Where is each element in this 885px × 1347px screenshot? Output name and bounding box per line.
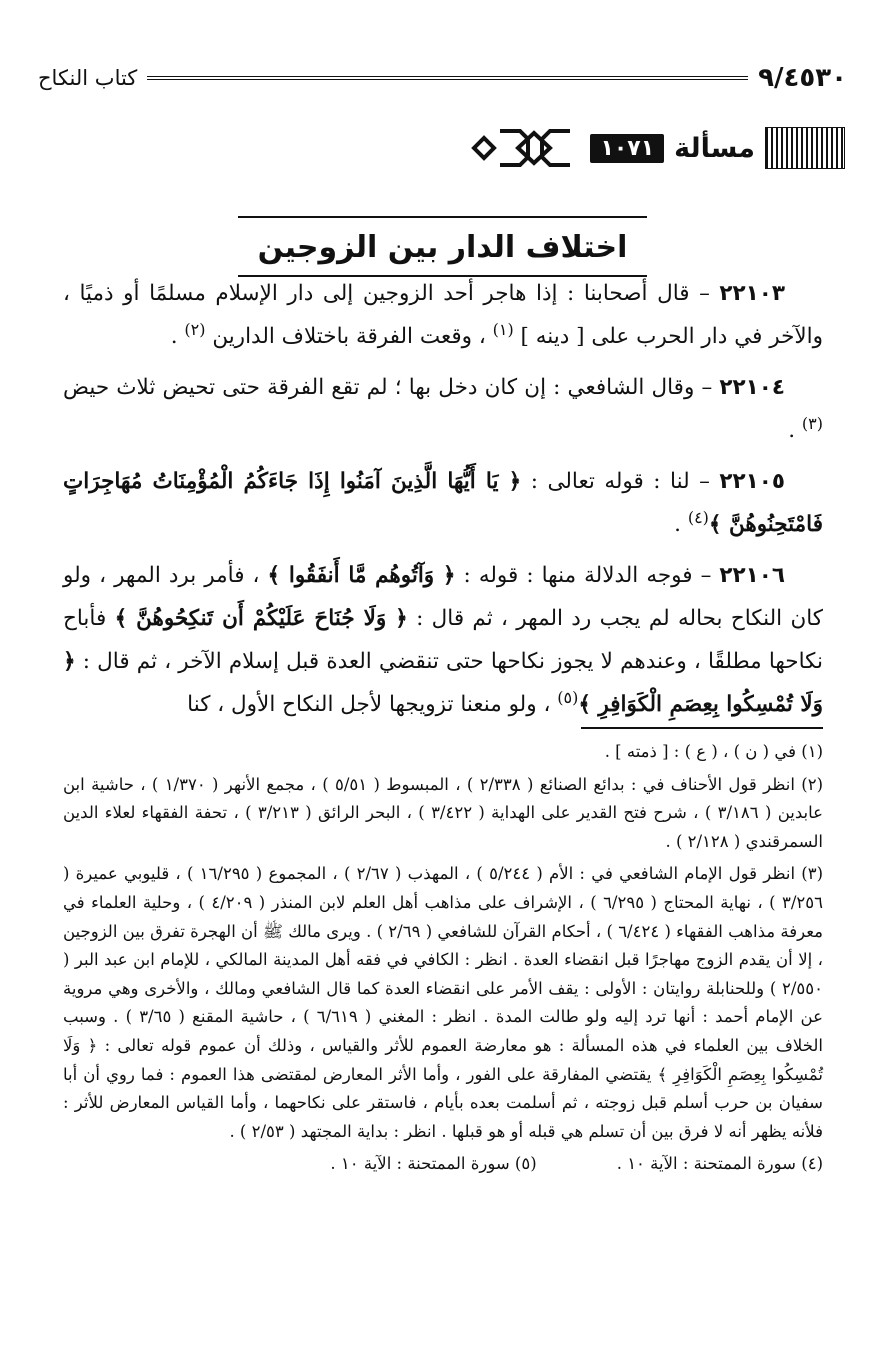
paragraph-text: – وقال الشافعي : إن كان دخل بها ؛ لم تقع الفرقة حتى تحيض ثلاث حيض	[63, 375, 720, 400]
paragraph-text: – لنا : قوله تعالى :	[521, 469, 720, 494]
chapter-title: اختلاف الدار بين الزوجين	[238, 216, 648, 277]
paragraph-number: ٢٢١٠٤	[719, 375, 785, 400]
footnote-marker: (٥)	[557, 687, 579, 707]
quran-verse: ﴿ يَا أَيُّهَا الَّذِينَ آمَنُوا إِذَا جَاءَكُمُ الْمُؤْمِنَاتُ مُهَاجِرَاتٍ فَامْتَحِنُوهُنَّ ﴾	[63, 469, 823, 537]
footnote-marker: (١)	[492, 319, 514, 339]
footnote-1: (١) في ( ن ) ، ( ع ) : [ ذمته ] .	[604, 742, 823, 761]
quran-verse: ﴿ وَآتُوهُم مَّا أَنفَقُوا ﴾	[267, 563, 456, 588]
footnote-3: (٣) انظر قول الإمام الشافعي في : الأم ( ٥/٢٤٤ ) ، المهذب ( ٢/٦٧ ) ، المجموع ( ١٦/٢٩٥ ) ، قليوبي عميرة ( ٣/٢٥٦ ) ، نهاية المحتاج ( ٦/٢٩٥ ) ، الإشراف على مذاهب أهل العلم لابن المنذر ( ٤/٢٠٩ ) ، وحلية العلماء في معرفة مذاهب الفقهاء ( ٦/٤٢٤ ) ، أحكام القرآن للشافعي ( ٢/٦٩ ) . ويرى مالك ﷺ أن الهجرة تفرق بين الزوجين ، إلا أن يقدم الزوج مهاجرًا قبل انقضاء العدة . انظر : الكافي في فقه أهل المدينة المالكي ، للإمام ابن عبد البر ( ٢/٥٥٠ ) وللحنابلة روايتان : الأولى : يقف الأمر على انقضاء العدة كما قال الشافعي ومالك ، والأخرى وهي مروية عن الإمام أحمد : أنها ترد إليه ولو طالت المدة . انظر : المغني ( ٦/٦١٩ ) ، حاشية المقنع ( ٣/٦٥ ) . وسبب الخلاف بين العلماء في هذه المسألة : هو معارضة العموم للأثر والقياس ، وذلك أن عموم قوله تعالى : ﴿ وَلَا تُمْسِكُوا بِعِصَمِ الْكَوَافِرِ ﴾ يقتضي المفارقة على الفور ، وأما الأثر المعارض لمقتضى هذا العموم : فما روي أن أبا سفيان بن حرب أسلم قبل زوجته ، ثم أسلمت بعده بأيام ، فاستقر على نكاحهما ، وأما القياس المعارض للأثر : فلأنه يظهر أنه لا فرق بين أن تسلم هي قبله أو هو قبلها . انظر : بداية المجتهد ( ٢/٥٣ ) .	[63, 864, 824, 1141]
paragraph-number: ٢٢١٠٣	[719, 281, 785, 306]
paragraph-22104	[63, 366, 823, 452]
quran-verse: ﴿ وَلَا جُنَاحَ عَلَيْكُمْ أَن تَنكِحُوهُنَّ ﴾	[114, 606, 408, 631]
footnotes-4-5	[63, 1150, 823, 1179]
issue-number-badge: ١٠٧١	[590, 134, 664, 163]
striped-ornament	[765, 127, 845, 169]
running-header	[38, 58, 847, 98]
issue-label: مسألة	[674, 132, 755, 164]
paragraph-text: ، وقعت الفرقة باختلاف الدارين	[205, 324, 493, 349]
paragraph-22105	[63, 460, 823, 546]
paragraph-text: .	[674, 512, 688, 537]
paragraph-text: ، ولو منعنا تزويجها لأجل النكاح الأول ، كنا	[187, 692, 558, 717]
main-text	[63, 272, 823, 734]
paragraph-text: – قال أصحابنا : إذا هاجر أحد الزوجين إلى دار الإسلام مسلمًا أو ذميًا ، والآخر في دار الحرب على [ دينه ]	[63, 281, 823, 349]
footnote-separator	[581, 727, 823, 729]
paragraph-text: – فوجه الدلالة منها : قوله :	[455, 563, 720, 588]
paragraph-22103	[63, 272, 823, 358]
paragraph-number: ٢٢١٠٥	[719, 469, 785, 494]
footnote-marker: (٢)	[184, 319, 206, 339]
quran-verse: ﴿ وَلَا تُمْسِكُوا بِعِصَمِ الْكَوَافِرِ ﴾	[63, 649, 823, 717]
paragraph-text: فأباح نكاحها مطلقًا ، وعندهم لا يجوز نكاحها حتى تنقضي العدة قبل إسلام الآخر ، ثم قال :	[63, 606, 823, 674]
footnote-marker: (٣)	[801, 413, 823, 433]
paragraph-text: ، فأمر برد المهر ، ولو كان النكاح بحاله لم يجب رد المهر ، ثم قال :	[63, 563, 824, 631]
footnote-4: (٤) سورة الممتحنة : الآية ١٠ .	[616, 1154, 823, 1174]
page-number: ٩/٤٥٣٠	[758, 63, 847, 93]
paragraph-text: .	[788, 418, 802, 443]
geometric-ornament-icon	[470, 125, 580, 171]
footnote-2: (٢) انظر قول الأحناف في : بدائع الصنائع ( ٢/٣٣٨ ) ، المبسوط ( ٥/٥١ ) ، مجمع الأنهر ( ١/٣٧٠ ) ، حاشية ابن عابدين ( ٣/١٨٦ ) ، شرح فتح القدير على الهداية ( ٣/٤٢٢ ) ، البحر الرائق ( ٣/٢١٣ ) ، تحفة الفقهاء لعلاء الدين السمرقندي ( ٢/١٢٨ ) .	[63, 774, 824, 851]
paragraph-text: .	[170, 324, 185, 349]
footnote-5: (٥) سورة الممتحنة : الآية ١٠ .	[330, 1154, 537, 1174]
footnotes	[63, 738, 823, 1179]
paragraph-22106	[63, 554, 823, 726]
header-double-rule	[147, 76, 748, 80]
footnote-marker: (٤)	[687, 507, 709, 527]
paragraph-number: ٢٢١٠٦	[719, 563, 785, 588]
issue-heading-band	[355, 124, 845, 172]
book-title: كتاب النكاح	[38, 66, 138, 90]
